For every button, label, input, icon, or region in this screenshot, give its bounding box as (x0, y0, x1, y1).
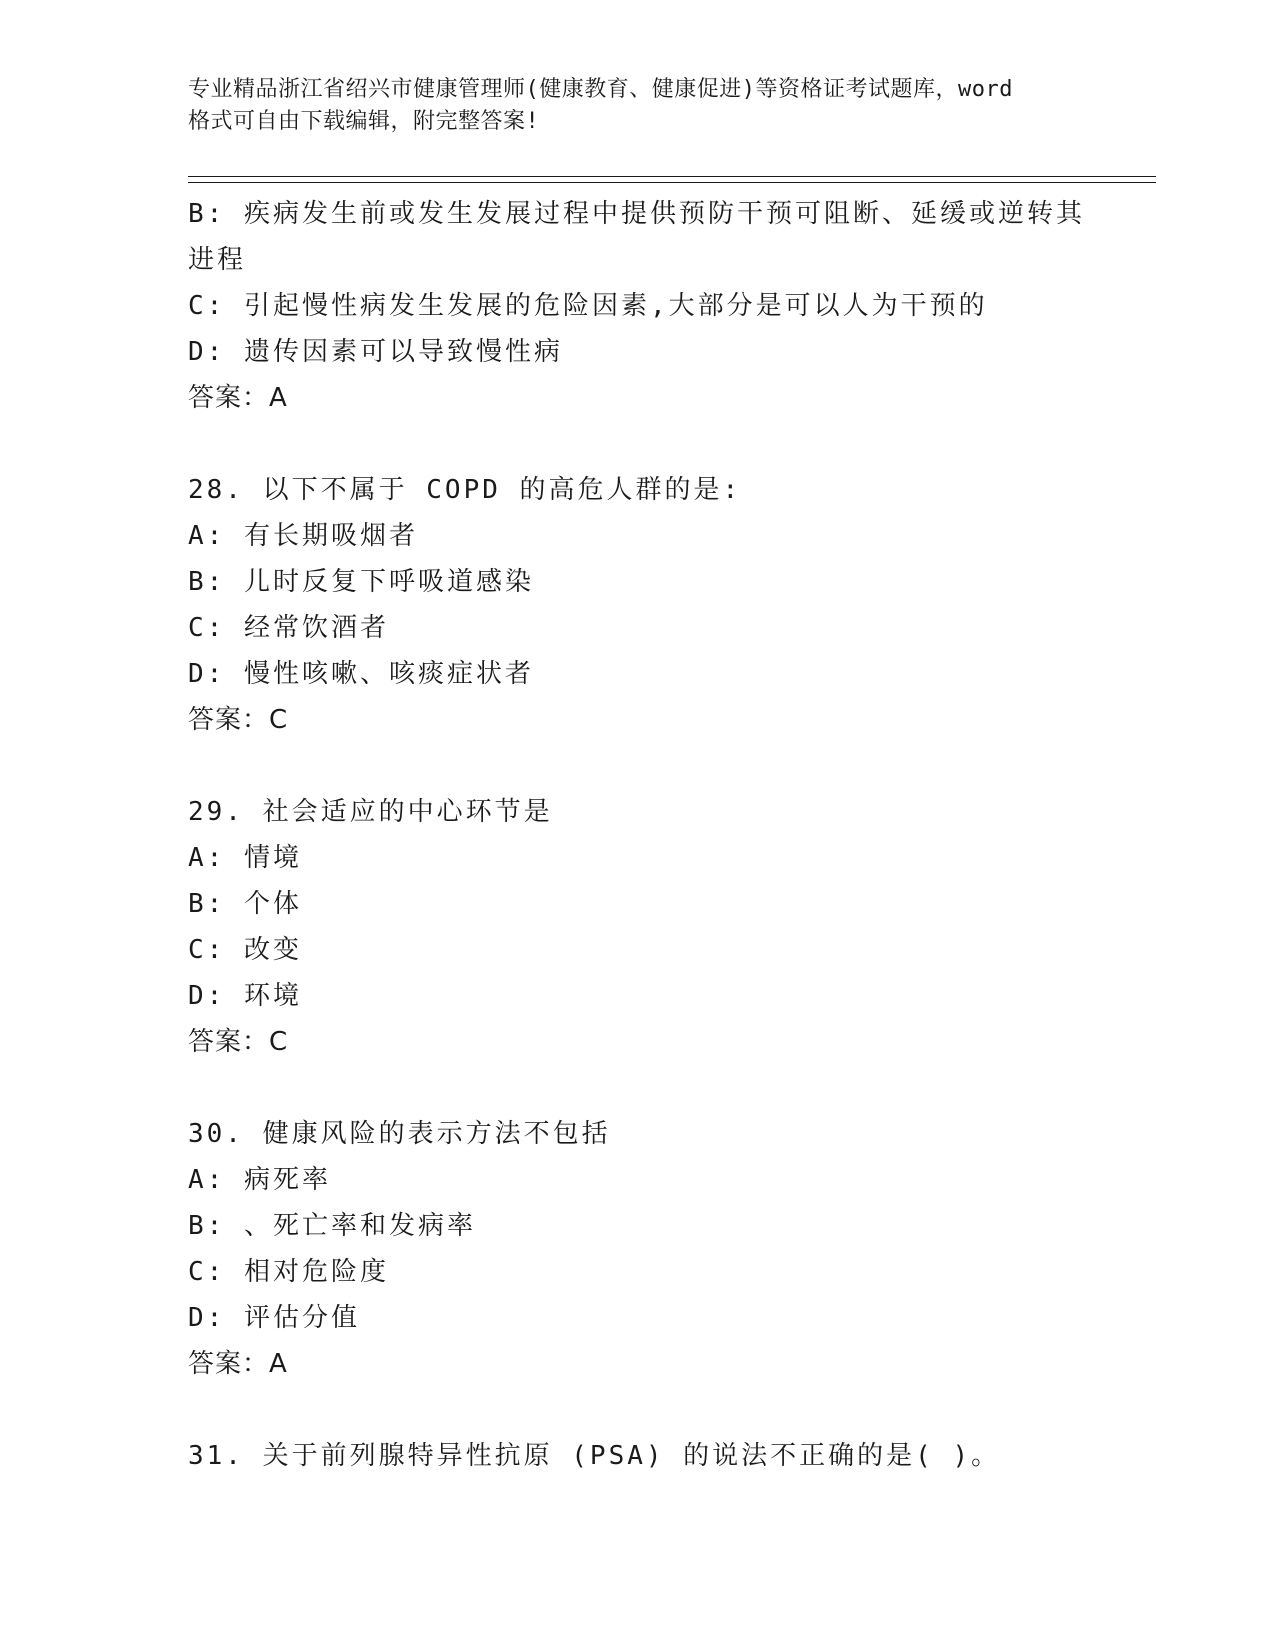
option-b: B: 个体 (188, 889, 302, 919)
header-line-2: 格式可自由下载编辑，附完整答案! (188, 109, 540, 134)
spacer (188, 1387, 1108, 1433)
option-a: A: 情境 (188, 843, 302, 873)
option-c: C: 经常饮酒者 (188, 613, 389, 643)
answer: 答案：C (188, 1027, 289, 1057)
option-d: D: 慢性咳嗽、咳痰症状者 (188, 659, 534, 689)
question-text: 31. 关于前列腺特异性抗原 (PSA) 的说法不正确的是( )。 (188, 1441, 1001, 1471)
question-text: 29. 社会适应的中心环节是 (188, 797, 553, 827)
answer: 答案：A (188, 1349, 288, 1379)
spacer (188, 421, 1108, 467)
question-block-28 (188, 467, 1108, 743)
answer: 答案：C (188, 705, 289, 735)
question-text: 28. 以下不属于 COPD 的高危人群的是: (188, 475, 742, 505)
header-line-1: 专业精品浙江省绍兴市健康管理师(健康教育、健康促进)等资格证考试题库，word (188, 77, 1013, 102)
header-rule-top (188, 176, 1156, 177)
option-b: B: 儿时反复下呼吸道感染 (188, 567, 534, 597)
header-rule-bottom (188, 182, 1156, 183)
question-list (188, 191, 1108, 1479)
question-block-31 (188, 1433, 1108, 1479)
option-b: B: 疾病发生前或发生发展过程中提供预防干预可阻断、延缓或逆转其 (188, 199, 1085, 229)
option-c: C: 改变 (188, 935, 302, 965)
question-block-29 (188, 789, 1108, 1065)
question-text: 30. 健康风险的表示方法不包括 (188, 1119, 611, 1149)
answer: 答案：A (188, 383, 288, 413)
question-block-30 (188, 1111, 1108, 1387)
option-a: A: 病死率 (188, 1165, 331, 1195)
option-b: B: 、死亡率和发病率 (188, 1211, 476, 1241)
option-d: D: 评估分值 (188, 1303, 360, 1333)
option-c: C: 相对危险度 (188, 1257, 389, 1287)
document-header (188, 74, 1088, 138)
option-a: A: 有长期吸烟者 (188, 521, 418, 551)
option-d: D: 遗传因素可以导致慢性病 (188, 337, 563, 367)
option-c: C: 引起慢性病发生发展的危险因素,大部分是可以人为干预的 (188, 291, 988, 321)
question-block-27 (188, 191, 1108, 421)
option-d: D: 环境 (188, 981, 302, 1011)
option-b-continued: 进程 (188, 245, 247, 275)
spacer (188, 1065, 1108, 1111)
spacer (188, 743, 1108, 789)
